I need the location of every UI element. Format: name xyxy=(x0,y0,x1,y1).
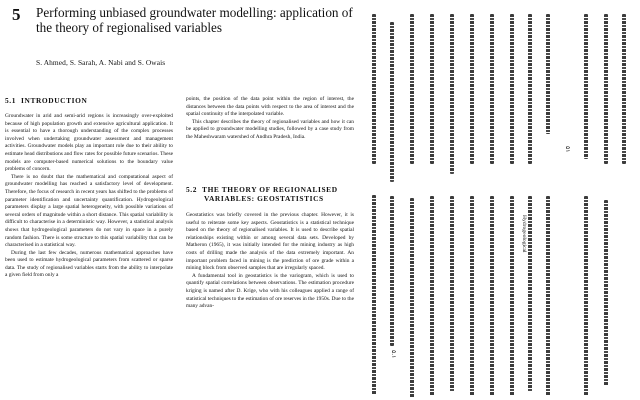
urdu-text-line xyxy=(410,14,414,164)
urdu-text-line xyxy=(546,14,550,134)
urdu-text-line xyxy=(430,14,434,164)
urdu-text-line xyxy=(450,196,454,392)
section-title-line1: THE THEORY OF REGIONALISED xyxy=(202,185,338,194)
paragraph: There is no doubt that the mathematical and computational aspect of groundwater modelling has reached a satisfactory level of development. Therefore, the focus of research in recent years has shifted to the problems of parameter identification and uncertainty quantification. Hydrogeological parameters display a large spatial heterogeneity, with possible variations of several orders of magnitude within a short distance. This spatial variability is difficult to characterise in a deterministic way. However, a statistical analysis shows that hydrogeological parameters do not vary in space in a purely random fashion. There is some structure to this spatial variability that can be characterised in a statistical way. xyxy=(5,173,173,249)
chapter-authors: S. Ahmed, S. Sarah, A. Nabi and S. Owais xyxy=(36,58,166,67)
urdu-text-line xyxy=(372,195,376,395)
urdu-text-line xyxy=(604,200,608,386)
paragraph: Groundwater in arid and semi-arid regions is increasingly over-exploited because of high population growth and extensive agricultural application. It is essential to have a thorough understanding of the complex processes involved when undertaking groundwater assessment and management activities. Groundwater models play an important role due to their ability to estimate head distributions and flow rates for possible future scenarios. These models are computer-based numerical solutions to the boundary value problems of concern. xyxy=(5,113,173,173)
urdu-text-line xyxy=(510,196,514,396)
urdu-text-line xyxy=(584,14,588,159)
paragraph: Geostatistics was briefly covered in the previous chapter. However, it is useful to reiterate some key aspects. Geostatistics is a statistical technique based on the theory of regionalised variables. It is used to describe spatial relationships existing within or among several data sets. Developed by Matheron (1965), it was initially intended for the mining industry as high costs of drilling made the analysis of the data extremely important. An important problem faced in mining is the prediction of ore grade within a mining block from observed samples that are irregularly spaced. xyxy=(186,212,354,272)
urdu-text-line xyxy=(410,198,414,398)
right-column-text-bottom xyxy=(186,212,354,311)
paragraph: A fundamental tool in geostatistics is the variogram, which is used to quantify spatial correlations between observations. The estimation procedure kriging is named after D. Krige, who with his colleagues applied a range of statistical techniques to the estimation of ore reserves in the 1950s. Due to the many advan- xyxy=(186,272,354,310)
urdu-text-line xyxy=(528,196,532,392)
urdu-text-line xyxy=(470,196,474,396)
urdu-text-line xyxy=(510,14,514,164)
section-heading-introduction xyxy=(5,96,87,105)
urdu-text-line xyxy=(584,196,588,396)
urdu-text-line xyxy=(490,14,494,164)
chapter-number: 5 xyxy=(12,5,21,24)
urdu-section-mark: ۵.۱ xyxy=(390,350,397,359)
chapter-title: Performing unbiased groundwater modelling: application of the theory of regionalised variables xyxy=(36,5,353,35)
urdu-text-line xyxy=(430,196,434,396)
paragraph: During the last few decades, numerous mathematical approaches have been used to estimate hydrogeological parameters from scattered or sparse data. The study of regionalised variables starts from the ability to interpolate a given field from only a xyxy=(5,249,173,279)
urdu-text-line xyxy=(604,14,608,164)
urdu-page-rotated xyxy=(360,0,640,400)
urdu-text-line xyxy=(528,14,532,164)
urdu-text-line xyxy=(622,14,626,164)
section-number: 5.2 xyxy=(186,185,198,194)
urdu-page-mark: ۵۱ xyxy=(564,146,571,153)
urdu-inline-latin: Hydrogeological xyxy=(521,215,527,253)
paragraph: points, the position of the data point within the region of interest, the distances between the data points with respect to the area of interest and the spatial continuity of the interpolated variable. xyxy=(186,96,354,118)
right-column-text-top xyxy=(186,96,354,142)
urdu-text-line xyxy=(372,14,376,164)
paragraph: This chapter describes the theory of regionalised variables and how it can be applied to groundwater modelling studies, followed by a case study from the Maheshwaram watershed of Andhra Pradesh, India. xyxy=(186,118,354,140)
urdu-text-line xyxy=(450,14,454,174)
urdu-text-line xyxy=(546,196,550,396)
urdu-text-line xyxy=(390,22,394,182)
urdu-text-line xyxy=(390,196,394,346)
urdu-text-line xyxy=(490,196,494,396)
left-column-text xyxy=(5,113,173,280)
section-title: INTRODUCTION xyxy=(21,96,88,105)
section-number: 5.1 xyxy=(5,96,17,105)
urdu-text-line xyxy=(470,14,474,164)
section-title-line2: VARIABLES: GEOSTATISTICS xyxy=(204,194,324,203)
section-heading-geostatistics xyxy=(186,185,338,203)
